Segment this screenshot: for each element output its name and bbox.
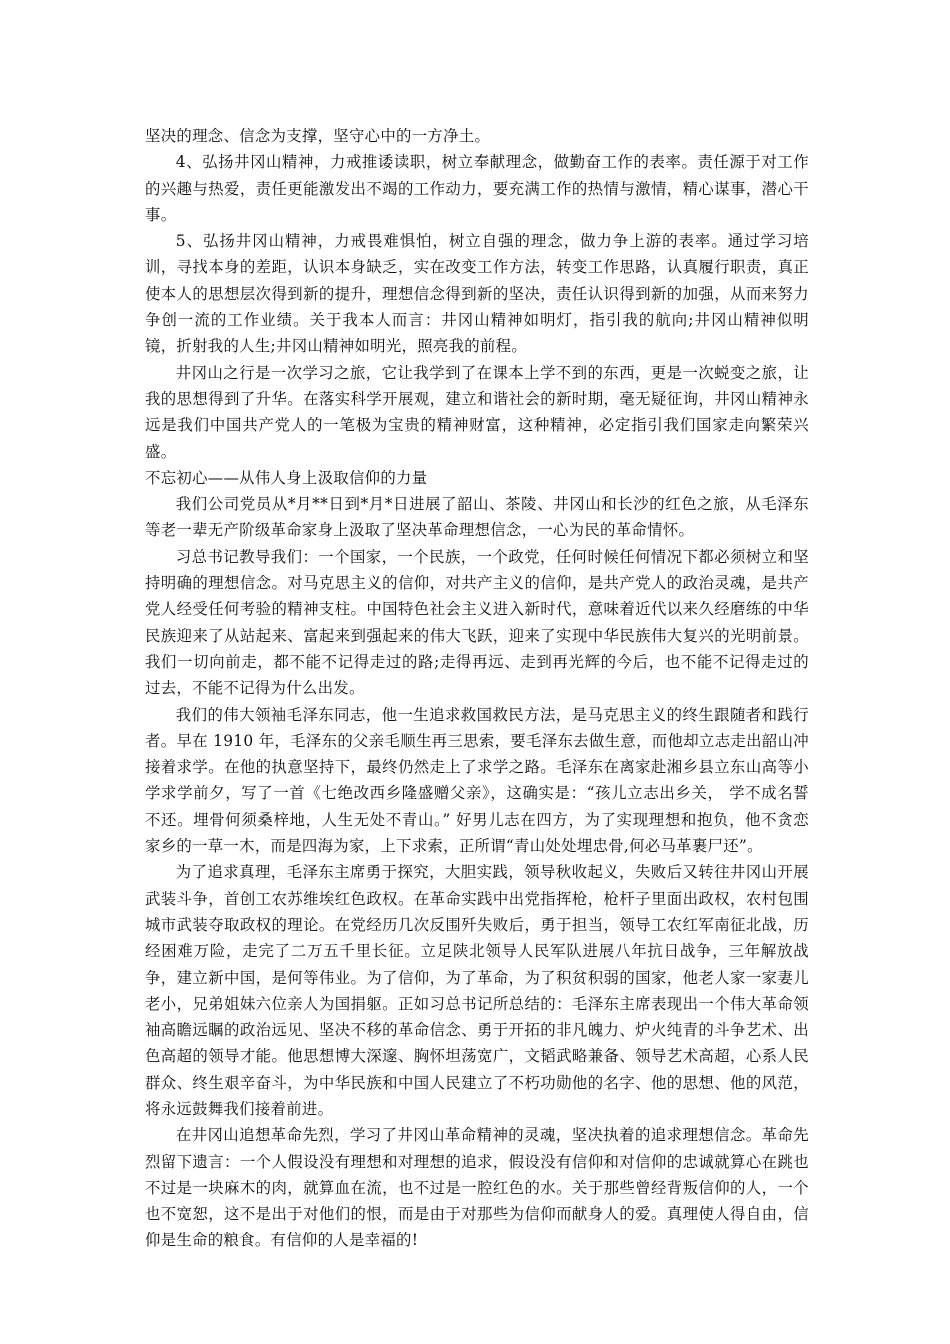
paragraph: 我们公司党员从*月**日到*月*日进展了韶山、茶陵、井冈山和长沙的红色之旅，从毛泽东等老一辈无产阶级革命家身上汲取了坚决革命理想信念，一心为民的革命情怀。 bbox=[145, 495, 809, 540]
section-heading: 不忘初心——从伟人身上汲取信仰的力量 bbox=[145, 468, 428, 487]
paragraph: 在井冈山追想革命先烈，学习了井冈山革命精神的灵魂，坚决执着的追求理想信念。革命先烈留下遗言：一个人假设没有理想和对理想的追求，假设没有信仰和对信仰的忠诚就算心在跳也不过是一块麻木的肉，就算血在流，也不过是一腔红色的水。关于那些曾经背叛信仰的人，一个也不宽恕，这不是出于对他们的恨，而是由于对那些为信仰而献身人的爱。真理使人得自由，信仰是生命的粮食。有信仰的人是幸福的! bbox=[145, 1126, 809, 1250]
paragraph: 井冈山之行是一次学习之旅，它让我学到了在课本上学不到的东西，更是一次蜕变之旅，让我的思想得到了升华。在落实科学开展观，建立和谐社会的新时期，毫无疑征询，井冈山精神永远是我们中国共产党人的一笔极为宝贵的精神财富，这种精神，必定指引我们国家走向繁荣兴盛。 bbox=[145, 363, 809, 461]
paragraph: 坚决的理念、信念为支撑，坚守心中的一方净土。 bbox=[145, 127, 491, 145]
document-body bbox=[145, 123, 809, 1254]
paragraph: 5、弘扬井冈山精神，力戒畏难惧怕，树立自强的理念，做力争上游的表率。通过学习培训，寻找本身的差距，认识本身缺乏，实在改变工作方法，转变工作思路，认真履行职责，真正使本人的思想层次得到新的提升，理想信念得到新的坚决，责任认识得到新的加强，从而来努力争创一流的工作业绩。关于我本人而言：井冈山精神如明灯，指引我的航向;井冈山精神似明镜，折射我的人生;井冈山精神如明光，照亮我的前程。 bbox=[145, 232, 809, 356]
paragraph: 我们的伟大领袖毛泽东同志，他一生追求救国救民方法，是马克思主义的终生跟随者和践行者。早在 1910 年，毛泽东的父亲毛顺生再三思索，要毛泽东去做生意，而他却立志走出韶山冲接着求学。在他的执意坚持下，最终仍然走上了求学之路。毛泽东在离家赴湘乡县立东山高等小学求学前夕，写了一首《七绝改西乡隆盛赠父亲》，这确实是：“孩儿立志出乡关， 学不成名誓不还。埋骨何须桑梓地，人生无处不青山。” 好男儿志在四方，为了实现理想和抱负，他不贪恋家乡的一草一木，而是四海为家，上下求索，正所谓“青山处处埋忠骨,何必马革裹尸还”。 bbox=[145, 705, 809, 856]
paragraph: 习总书记教导我们：一个国家，一个民族，一个政党，任何时候任何情况下都必须树立和坚持明确的理想信念。对马克思主义的信仰，对共产主义的信仰，是共产党人的政治灵魂，是共产党人经受任何考验的精神支柱。中国特色社会主义进入新时代，意味着近代以来久经磨练的中华民族迎来了从站起来、富起来到强起来的伟大飞跃，迎来了实现中华民族伟大复兴的光明前景。我们一切向前走，都不能不记得走过的路;走得再远、走到再光辉的今后，也不能不记得走过的过去，不能不记得为什么出发。 bbox=[145, 547, 809, 698]
paragraph: 4、弘扬井冈山精神，力戒推诿读职，树立奉献理念，做勤奋工作的表率。责任源于对工作的兴趣与热爱，责任更能激发出不竭的工作动力，要充满工作的热情与激情，精心谋事，潜心干事。 bbox=[145, 153, 809, 224]
paragraph: 为了追求真理，毛泽东主席勇于探究，大胆实践，领导秋收起义，失败后又转往井冈山开展武装斗争，首创工农苏维埃红色政权。在革命实践中出党指挥枪，枪杆子里面出政权，农村包围城市武装夺取政权的理论。在党经历几次反围歼失败后，勇于担当，领导工农红军南征北战，历经困难万险，走完了二万五千里长征。立足陕北领导人民军队进展八年抗日战争，三年解放战争，建立新中国，是何等伟业。为了信仰，为了革命，为了积贫积弱的国家，他老人家一家妻儿老小，兄弟姐妹六位亲人为国捐躯。正如习总书记所总结的：毛泽东主席表现出一个伟大革命领袖高瞻远瞩的政治远见、坚决不移的革命信念、勇于开拓的非凡魄力、炉火纯青的斗争艺术、出色高超的领导才能。他思想博大深邃、胸怀坦荡宽广，文韬武略兼备、领导艺术高超，心系人民群众、终生艰辛奋斗，为中华民族和中国人民建立了不朽功勋他的名字、他的思想、他的风范，将永远鼓舞我们接着前进。 bbox=[145, 863, 809, 1118]
